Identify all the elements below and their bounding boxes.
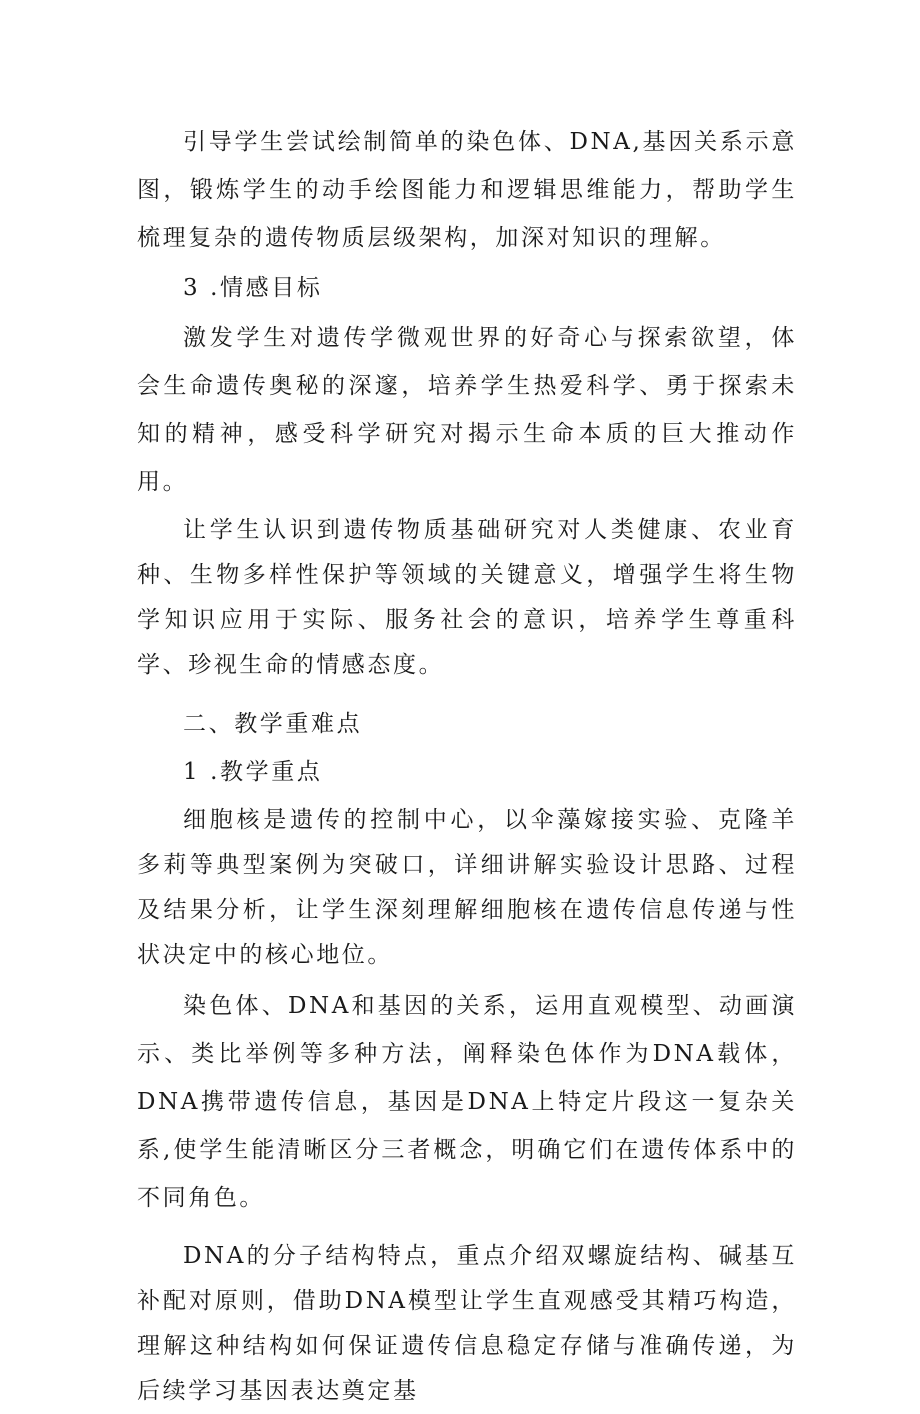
document-body [137,118,797,1414]
paragraph-dna-structure: DNA的分子结构特点，重点介绍双螺旋结构、碱基互补配对原则，借助DNA模型让学生直观感受其精巧构造，理解这种结构如何保证遗传信息稳定存储与准确传递，为后续学习基因表达奠定基 [137,1243,797,1404]
heading-section-key-difficult: 二、教学重难点 [183,711,363,737]
paragraph-drawing-skills: 引导学生尝试绘制简单的染色体、DNA,基因关系示意图，锻炼学生的动手绘图能力和逻辑思维能力，帮助学生梳理复杂的遗传物质层级架构，加深对知识的理解。 [137,129,797,251]
heading-teaching-focus: 1 .教学重点 [183,759,323,785]
spacer [137,1222,797,1234]
spacer [137,688,797,700]
paragraph-chromosome-dna-gene: 染色体、DNA和基因的关系，运用直观模型、动画演示、类比举例等多种方法，阐释染色体作为DNA载体，DNA携带遗传信息，基因是DNA上特定片段这一复杂关系,使学生能清晰区分三者概念，明确它们在遗传体系中的不同角色。 [137,993,797,1211]
heading-emotion-goals: 3 .情感目标 [183,275,323,301]
paragraph-nucleus: 细胞核是遗传的控制中心，以伞藻嫁接实验、克隆羊多莉等典型案例为突破口，详细讲解实验设计思路、过程及结果分析，让学生深刻理解细胞核在遗传信息传递与性状决定中的核心地位。 [137,807,797,968]
paragraph-significance: 让学生认识到遗传物质基础研究对人类健康、农业育种、生物多样性保护等领域的关键意义，增强学生将生物学知识应用于实际、服务社会的意识，培养学生尊重科学、珍视生命的情感态度。 [137,517,797,678]
paragraph-curiosity: 激发学生对遗传学微观世界的好奇心与探索欲望，体会生命遗传奥秘的深邃，培养学生热爱科学、勇于探索未知的精神，感受科学研究对揭示生命本质的巨大推动作用。 [137,325,797,495]
